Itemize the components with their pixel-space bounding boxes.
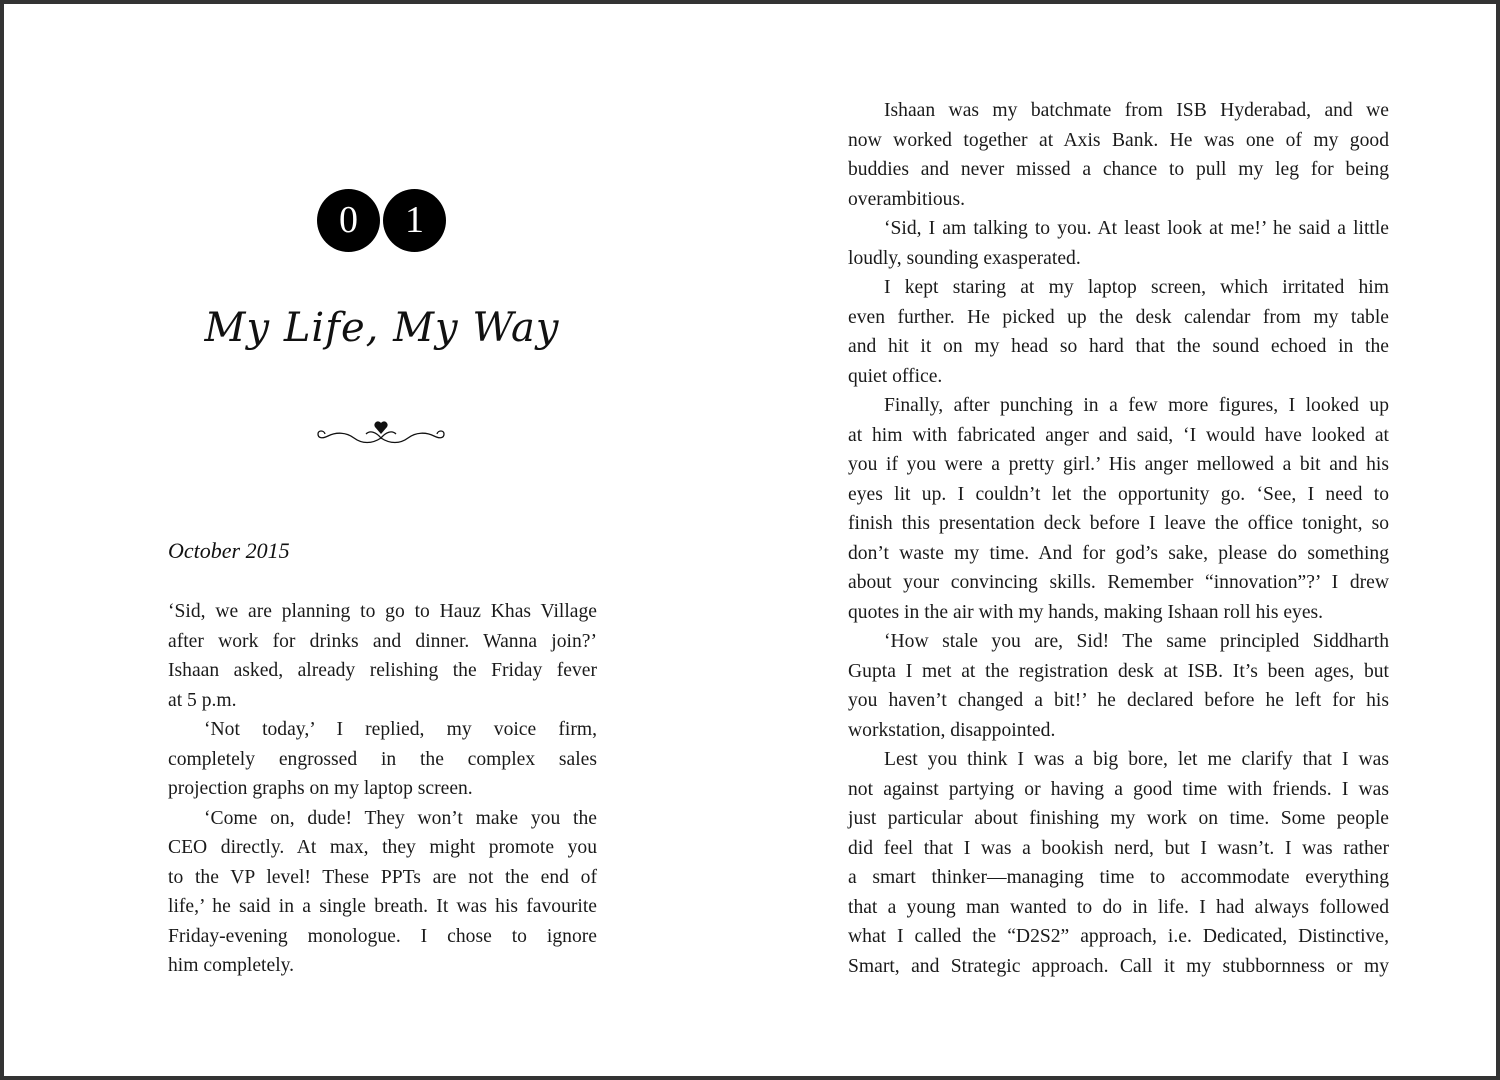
text-line: Ishaan asked, already relishing the Friday fever <box>168 660 597 681</box>
paragraph <box>848 391 1389 627</box>
left-page-text <box>168 597 597 981</box>
text-line: Gupta I met at the registration desk at ISB. It’s been ages, but <box>848 660 1389 682</box>
text-line: what I called the “D2S2” approach, i.e. Dedicated, Distinctive, <box>848 926 1389 947</box>
heart-flourish-icon <box>314 418 448 453</box>
chapter-number <box>317 189 447 253</box>
text-line: buddies and never missed a chance to pull my leg for being <box>848 159 1389 180</box>
text-line: you if you were a pretty girl.’ His anger mellowed a bit and his <box>848 454 1389 475</box>
text-line: Smart, and Strategic approach. Call it my stubbornness or my <box>848 955 1389 977</box>
text-line: don’t waste my time. And for god’s sake, please do something <box>848 542 1389 564</box>
text-line: completely engrossed in the complex sales <box>168 748 597 770</box>
paragraph <box>168 804 597 981</box>
text-line: projection graphs on my laptop screen. <box>168 778 473 799</box>
text-line: Friday-evening monologue. I chose to ignore <box>168 925 597 947</box>
text-line: quiet office. <box>848 365 943 387</box>
text-line: about your convincing skills. Remember “innovation”?’ I drew <box>848 572 1389 593</box>
text-line: CEO directly. At max, they might promote you <box>168 837 597 858</box>
paragraph <box>848 273 1389 391</box>
chapter-title: My Life, My Way <box>204 305 560 351</box>
text-line: at him with fabricated anger and said, ‘I would have looked at <box>848 424 1389 446</box>
text-line: did feel that I was a bookish nerd, but I wasn’t. I was rather <box>848 837 1389 859</box>
chapter-digit-circle: 0 <box>317 189 380 252</box>
text-line: I kept staring at my laptop screen, which irritated him <box>884 277 1389 298</box>
text-line: eyes lit up. I couldn’t let the opportunity go. ‘See, I need to <box>848 483 1389 505</box>
chapter-date: October 2015 <box>168 538 290 563</box>
text-line: at 5 p.m. <box>168 689 237 711</box>
text-line: loudly, sounding exasperated. <box>848 247 1081 269</box>
text-line: Ishaan was my batchmate from ISB Hyderabad, and we <box>884 100 1389 121</box>
text-line: ‘Sid, we are planning to go to Hauz Khas Village <box>168 601 597 622</box>
paragraph <box>168 597 597 715</box>
text-line: after work for drinks and dinner. Wanna join?’ <box>168 630 597 652</box>
text-line: just particular about finishing my work on time. Some people <box>848 808 1389 829</box>
text-line: finish this presentation deck before I leave the office tonight, so <box>848 513 1389 534</box>
text-line: workstation, disappointed. <box>848 719 1056 741</box>
text-line: Lest you think I was a big bore, let me clarify that I was <box>884 749 1389 770</box>
paragraph <box>848 745 1389 981</box>
paragraph <box>848 214 1389 273</box>
paragraph <box>168 715 597 804</box>
text-line: quotes in the air with my hands, making Ishaan roll his eyes. <box>848 601 1324 623</box>
text-line: ‘Sid, I am talking to you. At least look at me!’ he said a little <box>884 218 1389 239</box>
chapter-digit-circle: 1 <box>383 189 446 252</box>
text-line: and hit it on my head so hard that the sound echoed in the <box>848 336 1389 357</box>
text-line: that a young man wanted to do in life. I had always followed <box>848 896 1389 918</box>
text-line: life,’ he said in a single breath. It was his favourite <box>168 896 597 917</box>
text-line: to the VP level! These PPTs are not the end of <box>168 866 597 888</box>
text-line: him completely. <box>168 955 295 976</box>
text-line: now worked together at Axis Bank. He was one of my good <box>848 129 1389 151</box>
paragraph <box>848 627 1389 745</box>
text-line: you haven’t changed a bit!’ he declared before he left for his <box>848 690 1389 711</box>
text-line: ‘How stale you are, Sid! The same principled Siddharth <box>884 631 1389 652</box>
paragraph <box>848 96 1389 214</box>
text-line: not against partying or having a good time with friends. I was <box>848 778 1389 800</box>
text-line: ‘Come on, dude! They won’t make you the <box>204 807 597 829</box>
right-page-text <box>848 96 1389 981</box>
text-line: ‘Not today,’ I replied, my voice firm, <box>204 719 597 740</box>
text-line: Finally, after punching in a few more figures, I looked up <box>884 395 1389 416</box>
text-line: overambitious. <box>848 188 965 210</box>
text-line: even further. He picked up the desk calendar from my table <box>848 306 1389 328</box>
text-line: a smart thinker—managing time to accommodate everything <box>848 867 1389 888</box>
